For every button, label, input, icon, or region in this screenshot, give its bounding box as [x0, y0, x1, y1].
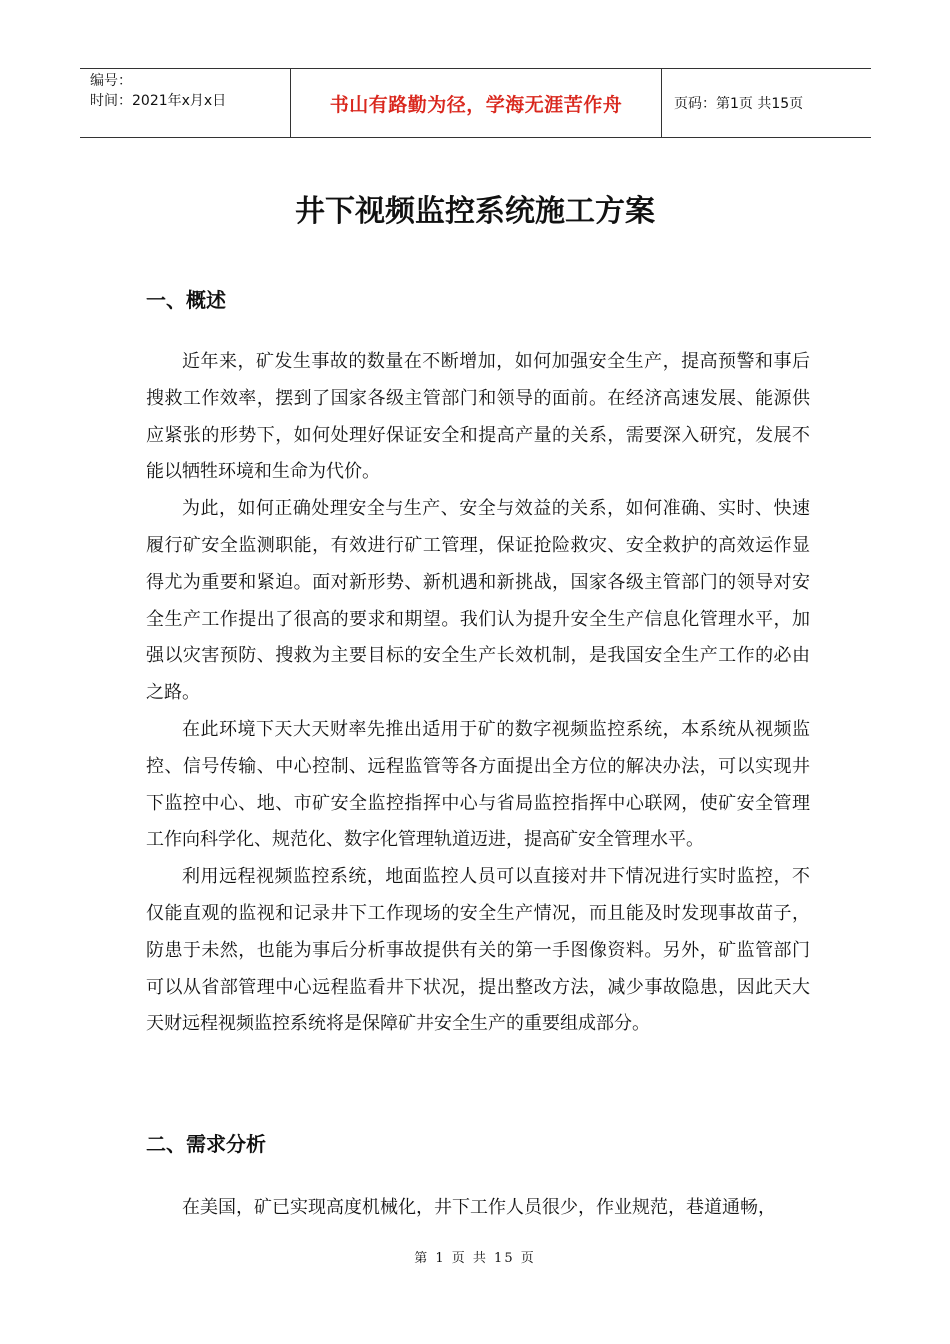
- paragraph: 近年来，矿发生事故的数量在不断增加，如何加强安全生产，提高预警和事后搜救工作效率，摆到了国家各级主管部门和领导的面前。在经济高速发展、能源供应紧张的形势下，如何处理好保证安全和提高产量的关系，需要深入研究，发展不能以牺牲环境和生命为代价。: [146, 351, 810, 483]
- page-footer: 第 1 页 共 15 页: [414, 1251, 536, 1266]
- paragraph: 在此环境下天大天财率先推出适用于矿的数字视频监控系统，本系统从视频监控、信号传输、中心控制、远程监管等各方面提出全方位的解决办法，可以实现井下监控中心、地、市矿安全监控指挥中心与省局监控指挥中心联网，使矿安全管理工作向科学化、规范化、数字化管理轨道迈进，提高矿安全管理水平。: [146, 718, 810, 851]
- document-date-label: 时间：2021年x月x日: [90, 93, 227, 109]
- header-meta: [80, 69, 290, 137]
- section-body-overview: [146, 344, 810, 1043]
- header-page-cell: [662, 69, 803, 137]
- section-heading-overview: 一、概述: [146, 288, 226, 312]
- header-motto-cell: [290, 69, 662, 137]
- header-page-info: 页码：第1页 共15页: [674, 96, 804, 112]
- section-heading-requirements: 二、需求分析: [146, 1132, 266, 1156]
- section-body-requirements: [146, 1190, 810, 1227]
- document-title: 井下视频监控系统施工方案: [295, 194, 655, 229]
- paragraph: 为此，如何正确处理安全与生产、安全与效益的关系，如何准确、实时、快速履行矿安全监测职能，有效进行矿工管理，保证抢险救灾、安全救护的高效运作显得尤为重要和紧迫。面对新形势、新机遇和新挑战，国家各级主管部门的领导对安全生产工作提出了很高的要求和期望。我们认为提升安全生产信息化管理水平，加强以灾害预防、搜救为主要目标的安全生产长效机制，是我国安全生产工作的必由之路。: [146, 498, 810, 704]
- header-motto: 书山有路勤为径，学海无涯苦作舟: [329, 93, 623, 116]
- document-number-label: 编号：: [90, 73, 132, 89]
- paragraph: 利用远程视频监控系统，地面监控人员可以直接对井下情况进行实时监控，不仅能直观的监视和记录井下工作现场的安全生产情况，而且能及时发现事故苗子，防患于未然，也能为事后分析事故提供有关的第一手图像资料。另外，矿监管部门可以从省部管理中心远程监看井下状况，提出整改方法，减少事故隐患，因此天大天财远程视频监控系统将是保障矿井安全生产的重要组成部分。: [146, 866, 810, 1035]
- paragraph: 在美国，矿已实现高度机械化，井下工作人员很少，作业规范，巷道通畅，: [182, 1197, 776, 1218]
- page-header: [80, 68, 871, 138]
